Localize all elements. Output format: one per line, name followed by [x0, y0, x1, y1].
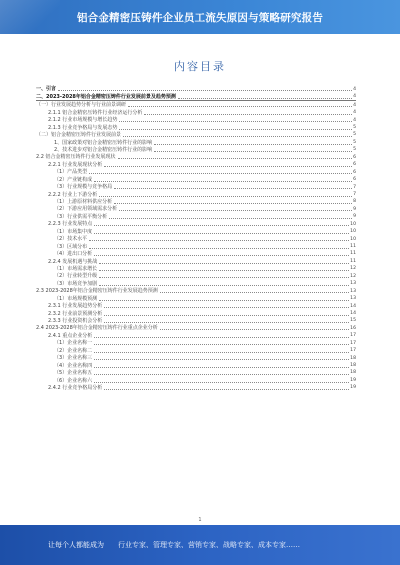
report-header-banner — [0, 0, 400, 34]
toc-entry-page: 13 — [350, 281, 356, 287]
toc-entry[interactable] — [36, 85, 356, 92]
toc-entry-title: （二）铝合金精密压铸件行业发展前景 — [36, 132, 122, 139]
dot-leader — [89, 240, 349, 241]
dot-leader — [104, 166, 352, 167]
toc-entry-page: 13 — [350, 288, 356, 294]
dot-leader — [58, 90, 352, 91]
toc-entry[interactable] — [36, 309, 356, 316]
toc-entry[interactable] — [36, 369, 356, 376]
toc-entry-page: 11 — [350, 251, 356, 257]
toc-entry-title: （1）企业名称一 — [54, 340, 93, 347]
toc-entry[interactable] — [36, 339, 356, 346]
dot-leader — [104, 315, 349, 316]
toc-entry-title: 2.1.3 行业竞争格局与发展态势 — [48, 124, 118, 131]
toc-entry-title: （一）行业发展趋势分析与行业前景调研 — [36, 102, 127, 109]
toc-entry-page: 6 — [353, 154, 356, 160]
dot-leader — [94, 382, 349, 383]
dot-leader — [94, 359, 349, 360]
toc-entry-page: 12 — [350, 266, 356, 272]
toc-entry-page: 12 — [350, 273, 356, 279]
toc-entry[interactable] — [36, 227, 356, 234]
dot-leader — [94, 255, 349, 256]
toc-entry-page: 5 — [353, 125, 356, 131]
dot-leader — [99, 277, 349, 278]
toc-entry-page: 4 — [353, 117, 356, 123]
toc-entry-page: 10 — [350, 236, 356, 242]
toc-entry[interactable] — [36, 175, 356, 182]
toc-entry-title: 2.2.4 发展机遇与挑战 — [48, 258, 98, 265]
toc-entry-title: （1）市场集中度 — [54, 228, 93, 235]
toc-entry-page: 17 — [350, 348, 356, 354]
toc-entry[interactable] — [36, 220, 356, 227]
dot-leader — [94, 367, 349, 368]
toc-entry-title: （1）市场规模预测 — [54, 295, 98, 302]
dot-leader — [178, 98, 352, 99]
toc-entry[interactable] — [36, 235, 356, 242]
dot-leader — [154, 144, 352, 145]
dot-leader — [114, 188, 352, 189]
toc-entry-page: 19 — [350, 377, 356, 383]
toc-entry[interactable] — [36, 146, 356, 153]
toc-entry-page: 15 — [350, 318, 356, 324]
toc-entry-page: 4 — [353, 86, 356, 92]
toc-entry[interactable] — [36, 101, 356, 108]
dot-leader — [109, 218, 352, 219]
toc-entry-title: 2.2.1 行业发展现状分析 — [48, 161, 103, 168]
toc-entry-title: （3）区域分布 — [54, 243, 88, 250]
toc-entry-page: 16 — [350, 325, 356, 331]
dot-leader — [118, 158, 353, 159]
dot-leader — [89, 248, 349, 249]
dot-leader — [144, 114, 352, 115]
toc-entry[interactable] — [36, 346, 356, 353]
toc-entry-title: （1）上游原材料供应分析 — [54, 199, 113, 205]
toc-entry[interactable] — [36, 153, 356, 160]
toc-entry[interactable] — [36, 108, 356, 115]
toc-entry-title: （1）市场需求增长 — [54, 265, 98, 272]
toc-entry-title: 2.4 2023-2028年铝合金精密压铸件行业重点企业分析 — [36, 325, 158, 332]
toc-entry-title: （3）市场竞争加剧 — [54, 280, 98, 287]
toc-entry-page: 13 — [350, 296, 356, 302]
header-decoration — [0, 0, 60, 34]
toc-entry-page: 8 — [353, 199, 356, 205]
dot-leader — [94, 374, 349, 375]
toc-entry-title: （4）企业名称四 — [54, 362, 93, 369]
dot-leader — [99, 270, 349, 271]
toc-entry[interactable] — [36, 123, 356, 130]
dot-leader — [160, 292, 349, 293]
dot-leader — [119, 121, 352, 122]
toc-entry-page: 4 — [353, 102, 356, 108]
toc-entry[interactable] — [36, 324, 356, 331]
report-title: 铝合金精密压铸件企业员工流失原因与策略研究报告 — [76, 11, 324, 24]
footer-slogan-rest: 行业专家、管理专家、营销专家、战略专家、成本专家…… — [118, 541, 300, 549]
toc-entry[interactable] — [36, 354, 356, 361]
toc-entry-title: （3）企业名称三 — [54, 355, 93, 362]
dot-leader — [94, 181, 352, 182]
toc-entry-title: 2、技术进步对铝合金精密压铸件行业的影响 — [54, 146, 153, 153]
toc-entry-page: 11 — [350, 258, 356, 264]
toc-entry-page: 17 — [350, 340, 356, 346]
toc-entry-page: 14 — [350, 310, 356, 316]
toc-entry-page: 18 — [350, 355, 356, 361]
toc-entry-page: 4 — [353, 110, 356, 116]
toc-entry-page: 19 — [350, 385, 356, 391]
toc-entry-page: 10 — [350, 221, 356, 227]
toc-entry-page: 7 — [353, 184, 356, 190]
dot-leader — [99, 285, 349, 286]
toc-entry[interactable] — [36, 190, 356, 197]
toc-entry-title: 2.3.2 行业前景预测分析 — [48, 310, 103, 317]
toc-entry-page: 9 — [353, 206, 356, 212]
dot-leader — [99, 300, 349, 301]
toc-entry[interactable] — [36, 257, 356, 264]
footer-slogan-lead: 让每个人都能成为 — [48, 541, 104, 549]
dot-leader — [123, 136, 352, 137]
toc-entry[interactable] — [36, 160, 356, 167]
toc-entry-title: （2）产业链构成 — [54, 176, 93, 183]
toc-entry[interactable] — [36, 250, 356, 257]
dot-leader — [114, 203, 352, 204]
dot-leader — [99, 196, 352, 197]
dot-leader — [160, 329, 349, 330]
toc-entry-page: 4 — [353, 94, 356, 100]
toc-entry[interactable] — [36, 287, 356, 294]
toc-entry-title: （2）企业名称二 — [54, 347, 93, 354]
toc-entry-title: （5）企业名称五 — [54, 370, 93, 377]
toc-entry-title: （2）技术水平 — [54, 236, 88, 243]
toc-entry[interactable] — [36, 331, 356, 338]
dot-leader — [154, 151, 352, 152]
toc-entry-title: 2.1.1 铝合金精密压铸件行业经济运行分析 — [48, 109, 143, 116]
toc-entry-page: 7 — [353, 191, 356, 197]
dot-leader — [94, 225, 349, 226]
toc-entry-title: 一、引言 — [36, 86, 57, 93]
toc-entry[interactable] — [36, 242, 356, 249]
toc-entry[interactable] — [36, 131, 356, 138]
page-number: 1 — [198, 517, 202, 523]
toc-entry[interactable] — [36, 272, 356, 279]
toc-entry[interactable] — [36, 183, 356, 190]
toc-entry-title: （3）行业供需平衡分析 — [54, 213, 108, 220]
dot-leader — [119, 210, 352, 211]
toc-entry-page: 5 — [353, 139, 356, 145]
footer-banner — [0, 525, 400, 565]
toc-entry[interactable] — [36, 265, 356, 272]
toc-entry-page: 5 — [353, 147, 356, 153]
toc-entry-page: 18 — [350, 363, 356, 369]
toc-entry-title: 2.3.1 行业发展趋势分析 — [48, 303, 103, 310]
toc-entry-page: 6 — [353, 162, 356, 168]
toc-entry-page: 6 — [353, 169, 356, 175]
dot-leader — [94, 337, 349, 338]
toc-entry[interactable] — [36, 212, 356, 219]
toc-entry-title: 二、2023-2028年铝合金精密压铸件行业发展前景及趋势预测 — [36, 93, 176, 100]
toc-entry-page: 11 — [350, 244, 356, 250]
toc-entry-title: 2.2 铝合金精密压铸件行业发展现状 — [36, 154, 116, 161]
toc-entry-title: （3）行业规模与竞争格局 — [54, 184, 113, 191]
toc-entry-title: 2.1.2 行业市场规模与增长趋势 — [48, 117, 118, 124]
toc-entry-title: 1、国家政策对铝合金精密压铸件行业的影响 — [54, 139, 153, 146]
dot-leader — [104, 322, 349, 323]
toc-entry-title: 2.3 2023-2028年铝合金精密压铸件行业发展趋势预测 — [36, 288, 158, 295]
toc-entry[interactable] — [36, 302, 356, 309]
toc-entry[interactable] — [36, 294, 356, 301]
dot-leader — [128, 106, 352, 107]
dot-leader — [94, 233, 349, 234]
toc-entry-page: 9 — [353, 214, 356, 220]
toc-entry[interactable] — [36, 168, 356, 175]
dot-leader — [89, 173, 352, 174]
toc-entry-title: （1）产品类型 — [54, 169, 88, 176]
toc-entry-title: 2.2.3 行业发展特点 — [48, 221, 93, 228]
toc-entry-title: （4）进出口分析 — [54, 251, 93, 258]
dot-leader — [119, 129, 352, 130]
table-of-contents — [36, 85, 356, 391]
dot-leader — [94, 344, 349, 345]
dot-leader — [104, 307, 349, 308]
toc-entry-page: 14 — [350, 303, 356, 309]
toc-entry-title: 2.2.2 行业上下游分析 — [48, 191, 98, 198]
toc-entry-page: 10 — [350, 229, 356, 235]
dot-leader — [104, 389, 349, 390]
dot-leader — [99, 263, 349, 264]
toc-entry-page: 6 — [353, 177, 356, 183]
toc-entry[interactable] — [36, 279, 356, 286]
toc-entry-title: （6）企业名称六 — [54, 377, 93, 384]
toc-entry[interactable] — [36, 361, 356, 368]
toc-entry-title: （2）行业转型升级 — [54, 273, 98, 280]
toc-heading: 内容目录 — [174, 60, 226, 73]
dot-leader — [94, 352, 349, 353]
toc-entry[interactable] — [36, 376, 356, 383]
toc-entry-title: （2）下游应用领域需求分析 — [54, 206, 118, 213]
toc-entry[interactable] — [36, 198, 356, 205]
toc-entry[interactable] — [36, 384, 356, 391]
toc-entry[interactable] — [36, 138, 356, 145]
toc-entry-page: 5 — [353, 132, 356, 138]
toc-entry[interactable] — [36, 92, 356, 100]
toc-entry[interactable] — [36, 317, 356, 324]
toc-entry-page: 18 — [350, 370, 356, 376]
toc-entry-title: 2.3.3 行业投资机会分析 — [48, 318, 103, 324]
toc-entry-title: 2.4.1 重点企业分析 — [48, 332, 93, 339]
toc-entry-page: 17 — [350, 333, 356, 339]
toc-entry-title: 2.4.2 行业竞争格局分析 — [48, 384, 103, 391]
toc-entry[interactable] — [36, 205, 356, 212]
toc-entry[interactable] — [36, 116, 356, 123]
